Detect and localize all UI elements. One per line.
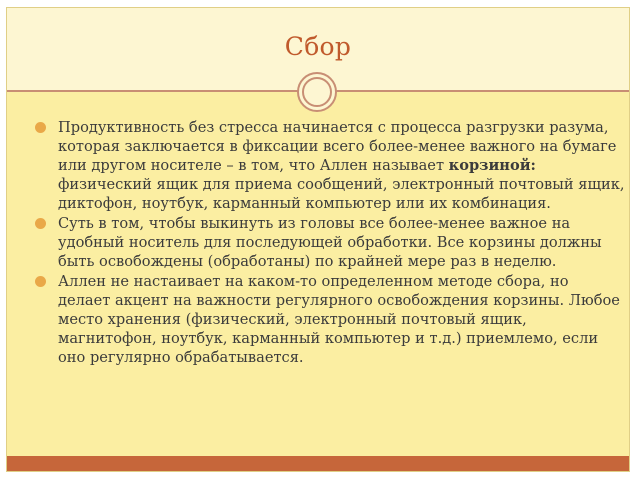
bullet-text: Суть в том, чтобы выкинуть из головы все более-менее важное на удобный носитель для последующей обработки. Все корзины должны быть освобождены (обработаны) по крайней мере раз в неделю. — [58, 215, 602, 270]
bullet-dot-icon — [35, 218, 46, 229]
bullet-item-essence — [35, 214, 625, 271]
bullet-dot-icon — [35, 122, 46, 133]
bullet-dot-icon — [35, 276, 46, 287]
slide-frame — [6, 7, 630, 472]
circle-ornament-icon — [297, 72, 337, 112]
bullet-item-capture — [35, 118, 625, 213]
bullet-text-after: физический ящик для приема сообщений, электронный почтовый ящик, диктофон, ноутбук, карманный компьютер или их комбинация. — [58, 176, 625, 212]
bullet-text-before: Продуктивность без стресса начинается с процесса разгрузки разума, которая заключается в фиксации всего более-менее важного на бумаге или другом носителе – в том, что Аллен называет — [58, 119, 617, 174]
bullet-item-method — [35, 272, 625, 367]
bottom-accent-bar — [7, 456, 629, 471]
bullet-bold-term: корзиной: — [448, 157, 536, 174]
bullet-list — [35, 118, 625, 368]
bullet-text: Аллен не настаивает на каком-то определенном методе сбора, но делает акцент на важности регулярного освобождения корзины. Любое место хранения (физический, электронный почтовый ящик, магнитофон, ноутбук, карманный компьютер и т.д.) приемлемо, если оно регулярно обрабатывается. — [58, 273, 620, 366]
slide-title: Сбор — [284, 32, 352, 61]
